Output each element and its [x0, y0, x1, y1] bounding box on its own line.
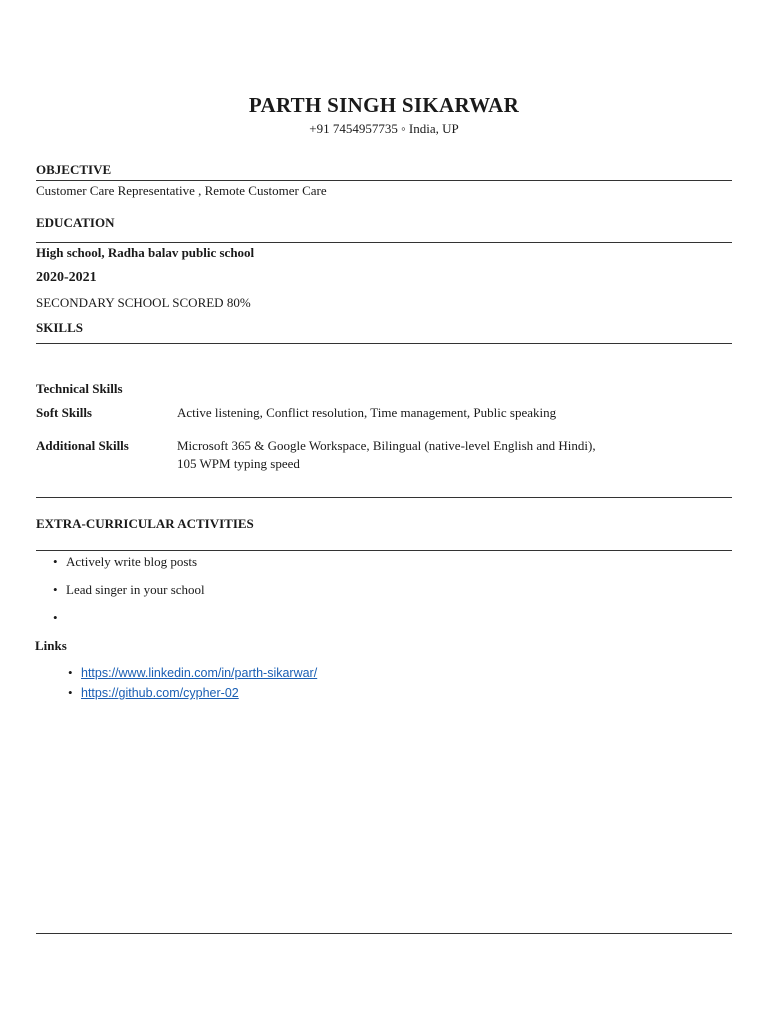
bullet-icon: • — [68, 665, 73, 680]
skills-divider — [36, 343, 732, 344]
extracurricular-list — [53, 553, 205, 637]
skill-label-technical: Technical Skills — [36, 381, 123, 396]
list-item-text: Actively write blog posts — [66, 554, 198, 569]
objective-text: Customer Care Representative , Remote Customer Care — [36, 183, 327, 198]
list-item-text: Lead singer in your school — [66, 582, 205, 597]
education-years: 2020-2021 — [36, 270, 97, 285]
github-link[interactable]: https://github.com/cypher-02 — [81, 686, 239, 700]
extracurricular-heading: EXTRA-CURRICULAR ACTIVITIES — [36, 516, 254, 531]
linkedin-link[interactable]: https://www.linkedin.com/in/parth-sikarwar/ — [81, 666, 318, 680]
footer-divider — [36, 933, 732, 934]
education-divider — [36, 242, 732, 243]
list-item — [53, 553, 205, 581]
skills-heading: SKILLS — [36, 320, 83, 335]
education-detail: SECONDARY SCHOOL SCORED 80% — [36, 295, 251, 310]
objective-divider — [36, 180, 732, 181]
list-item — [68, 684, 317, 704]
skills-bottom-divider — [36, 497, 732, 498]
resume-name: PARTH SINGH SIKARWAR — [248, 93, 520, 117]
list-item — [53, 609, 205, 637]
contact-line: +91 7454957735 ◦ India, UP — [309, 121, 459, 136]
bullet-icon: • — [68, 685, 73, 700]
extracurricular-divider — [36, 550, 732, 551]
list-item — [68, 664, 318, 684]
links-list — [68, 664, 318, 704]
list-item — [53, 581, 205, 609]
bullet-icon: • — [53, 582, 58, 597]
skill-label-soft: Soft Skills — [36, 405, 92, 420]
links-heading: Links — [35, 638, 67, 653]
bullet-icon: • — [53, 554, 58, 569]
bullet-icon: • — [53, 610, 58, 625]
skill-label-additional: Additional Skills — [36, 438, 129, 453]
skill-value-soft: Active listening, Conflict resolution, Time management, Public speaking — [177, 405, 557, 420]
education-school: High school, Radha balav public school — [36, 245, 255, 260]
skill-value-additional: Microsoft 365 & Google Workspace, Bilingual (native-level English and Hindi), 105 WPM typing speed — [177, 438, 596, 471]
objective-heading: OBJECTIVE — [36, 162, 112, 177]
education-heading: EDUCATION — [36, 215, 115, 230]
